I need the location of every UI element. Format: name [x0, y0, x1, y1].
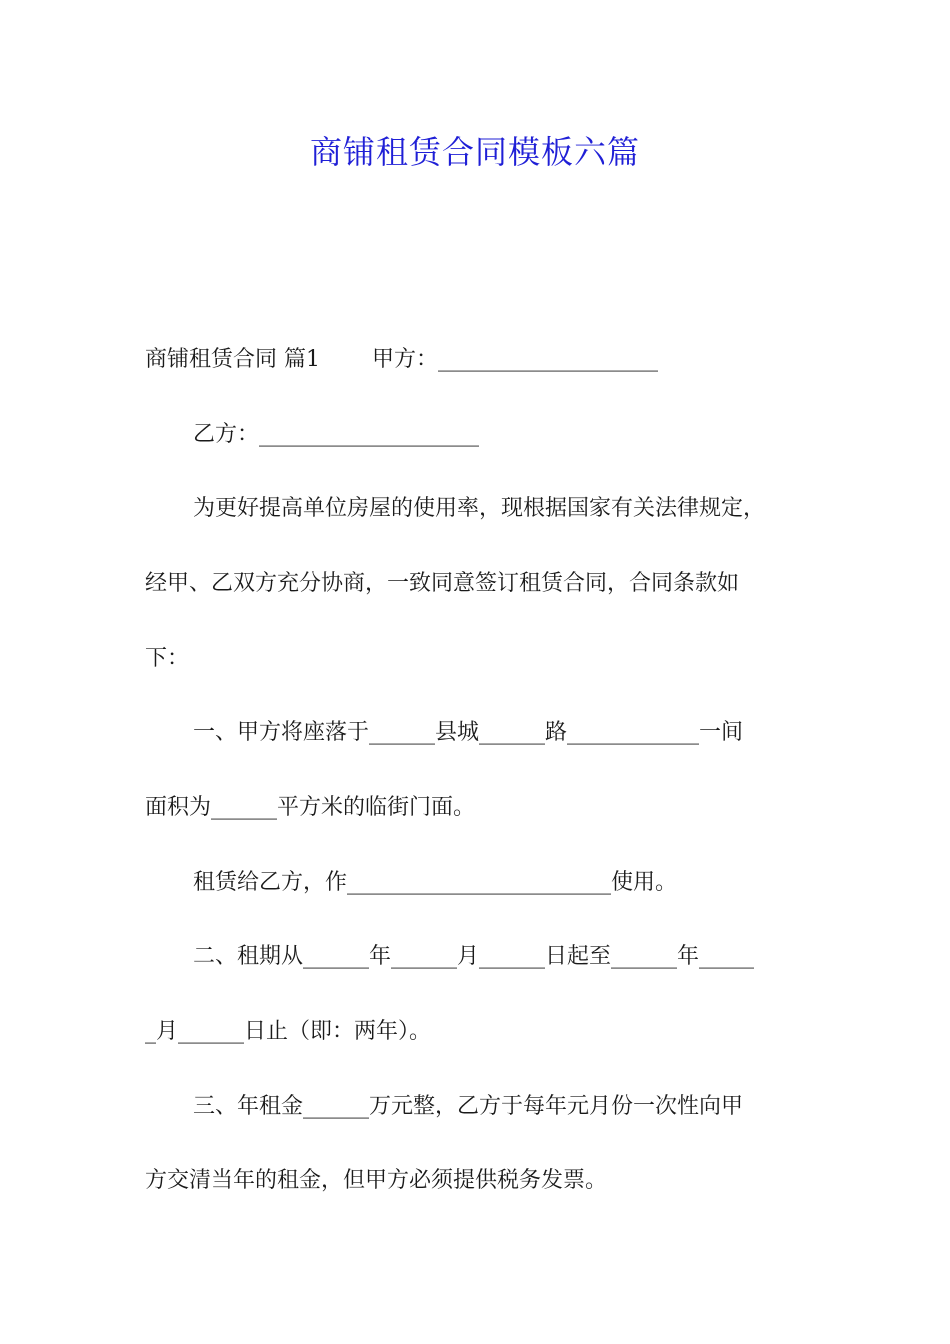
party-b-field: 乙方：____________________ [193, 422, 480, 447]
clause-1-line: 租赁给乙方，作________________________使用。 [193, 870, 678, 895]
clause-1-line: 一、甲方将座落于______县城______路____________一间 [193, 720, 744, 745]
heading-line [145, 345, 825, 375]
clause-3-line: 三、年租金______万元整，乙方于每年元月份一次性向甲 [193, 1094, 744, 1119]
paragraph-line: 为更好提高单位房屋的使用率，现根据国家有关法律规定， [193, 496, 766, 521]
section-heading: 商铺租赁合同 篇1 [145, 347, 320, 372]
paragraph-line: 经甲、乙双方充分协商，一致同意签订租赁合同，合同条款如 [145, 571, 740, 596]
clause-2-line: 二、租期从______年______月______日起至______年_____ [193, 944, 755, 969]
document-title: 商铺租赁合同模板六篇 [309, 133, 640, 171]
clause-1-line: 面积为______平方米的临街门面。 [145, 795, 476, 820]
party-a-field: 甲方：____________________ [372, 347, 659, 372]
clause-3-line: 方交清当年的租金，但甲方必须提供税务发票。 [145, 1168, 608, 1193]
paragraph-line: 下： [145, 646, 190, 671]
clause-2-line: _月______日止（即：两年）。 [145, 1019, 432, 1044]
